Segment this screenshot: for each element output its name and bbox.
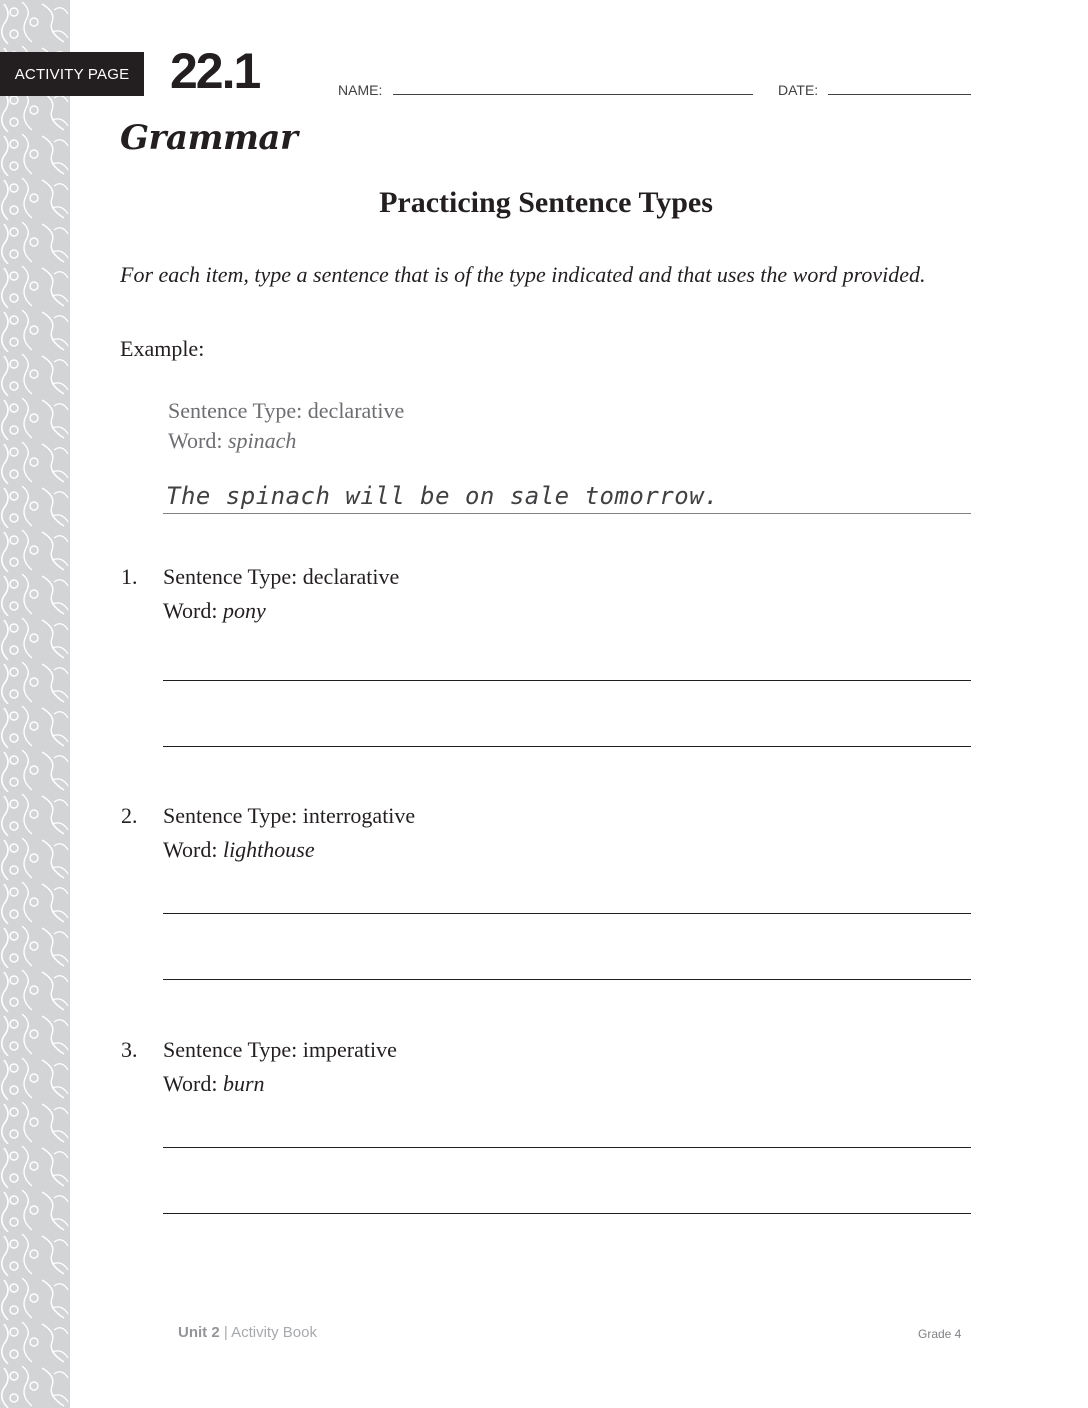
item-3-answer-line-2[interactable] xyxy=(163,1213,971,1214)
item-2-number: 2. xyxy=(121,803,138,828)
activity-page-badge: ACTIVITY PAGE xyxy=(0,52,144,96)
item-2-sentence-type: Sentence Type: interrogative xyxy=(163,803,416,828)
item-3-number: 3. xyxy=(121,1037,138,1062)
name-label: NAME: xyxy=(338,82,383,98)
item-2-word-line xyxy=(163,837,315,863)
item-1-word-line xyxy=(163,598,266,624)
item-2-word-prefix: Word: xyxy=(163,837,223,862)
example-sentence-type: Sentence Type: declarative xyxy=(168,398,405,423)
footer-separator: | xyxy=(219,1324,232,1341)
example-label: Example: xyxy=(120,336,205,361)
date-label: DATE: xyxy=(778,82,819,98)
item-3-sentence-type: Sentence Type: imperative xyxy=(163,1037,397,1062)
example-word-prefix: Word: xyxy=(168,428,228,453)
item-1-word: pony xyxy=(222,598,266,623)
footer-unit: Unit 2 xyxy=(178,1324,220,1341)
instructions-text: For each item, type a sentence that is of the type indicated and that uses the word provided. xyxy=(120,262,926,287)
item-2-answer-line-2[interactable] xyxy=(163,979,971,980)
item-1-word-prefix: Word: xyxy=(163,598,223,623)
footer-book: Activity Book xyxy=(231,1324,317,1341)
date-field[interactable] xyxy=(828,94,971,95)
item-3-word: burn xyxy=(222,1071,265,1096)
activity-page-number: 22.1 xyxy=(170,43,260,99)
item-1-answer-line-1[interactable] xyxy=(163,680,971,681)
item-1-sentence-type: Sentence Type: declarative xyxy=(163,564,400,589)
item-3-answer-line-1[interactable] xyxy=(163,1147,971,1148)
name-field[interactable] xyxy=(393,94,753,95)
footer-unit-book xyxy=(178,1324,317,1341)
example-answer: The spinach will be on sale tomorrow. xyxy=(166,482,720,510)
item-1-answer-line-2[interactable] xyxy=(163,746,971,747)
item-2-word: lighthouse xyxy=(222,837,315,862)
footer-grade: Grade 4 xyxy=(918,1327,962,1341)
example-word-line xyxy=(168,428,296,454)
item-2-answer-line-1[interactable] xyxy=(163,913,971,914)
section-title: Grammar xyxy=(120,118,298,158)
item-3-word-line xyxy=(163,1071,265,1097)
page-title: Practicing Sentence Types xyxy=(379,186,713,219)
item-1-number: 1. xyxy=(121,564,138,589)
item-3-word-prefix: Word: xyxy=(163,1071,223,1096)
example-answer-line xyxy=(163,513,971,514)
example-word: spinach xyxy=(227,428,297,453)
